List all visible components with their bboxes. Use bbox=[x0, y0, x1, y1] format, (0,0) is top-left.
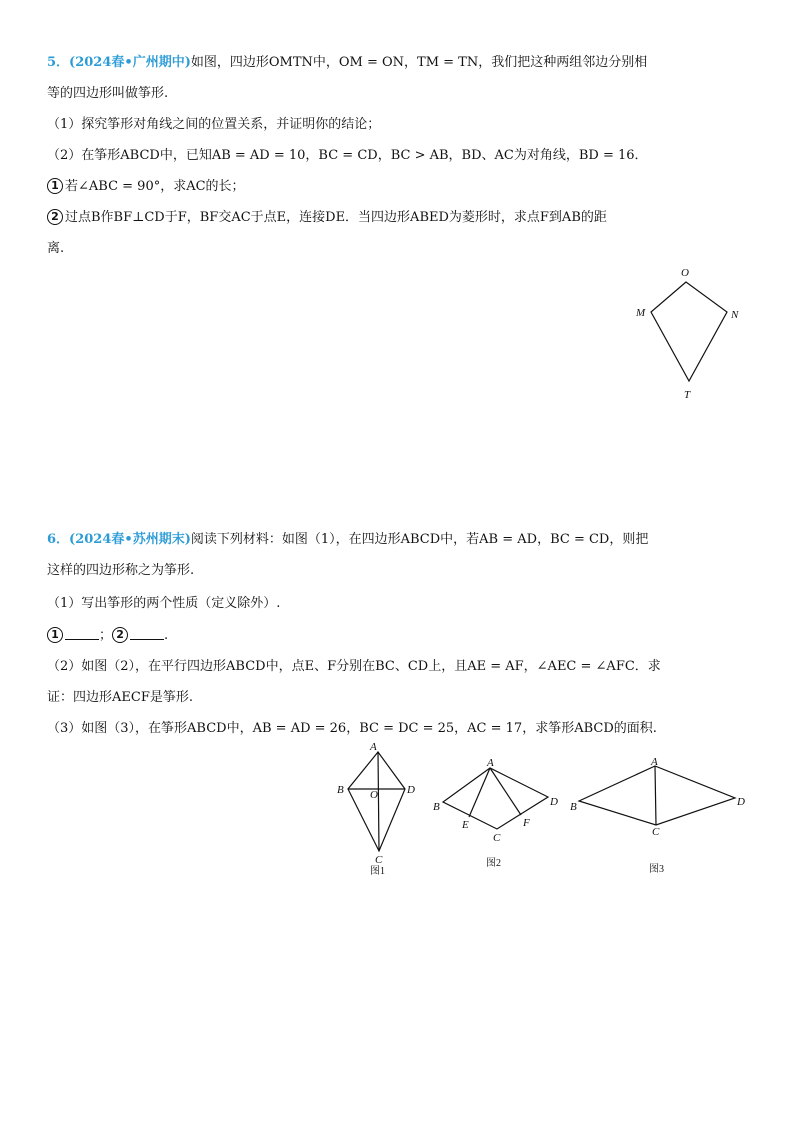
label-n: N bbox=[731, 309, 739, 321]
fig3-label-b: B bbox=[570, 801, 577, 813]
q5-part1: （1）探究筝形对角线之间的位置关系，并证明你的结论； bbox=[47, 117, 381, 132]
kite-fig1 bbox=[348, 752, 405, 851]
fig1-label-b: B bbox=[337, 784, 344, 796]
q6-source: (2024春•苏州期末) bbox=[69, 532, 191, 547]
q6-text-1: 阅读下列材料：如图（1），在四边形ABCD中，若AB = AD，BC = CD，则把 bbox=[190, 532, 649, 547]
segment-af-fig2 bbox=[490, 768, 521, 815]
q6-part2a: （2）如图（2），在平行四边形ABCD中，点E、F分别在BC、CD上，且AE = AF，∠AEC = ∠AFC．求 bbox=[47, 659, 661, 674]
fig2-label-e: E bbox=[462, 819, 469, 831]
fig1-caption: 图1 bbox=[370, 866, 385, 877]
fig1-label-c: C bbox=[375, 854, 383, 866]
q5-line2: 等的四边形叫做筝形. bbox=[47, 86, 169, 101]
kite-fig3 bbox=[579, 766, 735, 825]
fig3-label-a: A bbox=[651, 756, 658, 768]
label-t: T bbox=[684, 389, 691, 401]
kite-omtn bbox=[651, 282, 727, 381]
circled-number-1: 1 bbox=[47, 627, 63, 643]
diagonal-ac-fig1 bbox=[378, 752, 379, 851]
fig2-label-b: B bbox=[433, 801, 440, 813]
q5-source: (2024春•广州期中) bbox=[69, 55, 191, 70]
q5-sub2-text: 过点B作BF⊥CD于F，BF交AC于点E，连接DE．当四边形ABED为菱形时，求点F到AB的距 bbox=[65, 210, 607, 225]
fig2-caption: 图2 bbox=[486, 858, 501, 869]
fig2-label-d: D bbox=[550, 796, 558, 808]
q5-text-1: 如图，四边形OMTN中，OM = ON，TM = TN，我们把这种两组邻边分别相 bbox=[190, 55, 648, 70]
q5-part2: （2）在筝形ABCD中，已知AB = AD = 10，BC = CD，BC > AB，BD、AC为对角线，BD = 16． bbox=[47, 148, 648, 163]
q5-sub2-cont: 离. bbox=[47, 241, 65, 256]
fig3-label-c: C bbox=[652, 826, 660, 838]
q6-number: 6． bbox=[47, 532, 70, 547]
q6-part2b: 证：四边形AECF是筝形. bbox=[47, 690, 193, 705]
circled-number-2: 2 bbox=[47, 209, 63, 225]
diagonal-ac-fig3 bbox=[655, 766, 656, 825]
separator: ； bbox=[99, 628, 113, 643]
fig2-label-f: F bbox=[523, 817, 530, 829]
q6-part3: （3）如图（3），在筝形ABCD中，AB = AD = 26，BC = DC = 25，AC = 17，求筝形ABCD的面积. bbox=[47, 721, 657, 736]
q6-part1: （1）写出筝形的两个性质（定义除外）. bbox=[47, 596, 281, 611]
q6-line2: 这样的四边形称之为筝形. bbox=[47, 563, 195, 578]
end-period: . bbox=[164, 628, 169, 643]
label-m: M bbox=[636, 307, 646, 319]
fig3-caption: 图3 bbox=[649, 864, 664, 875]
fig2-label-c: C bbox=[493, 832, 501, 844]
fig2-label-a: A bbox=[487, 757, 494, 769]
fig3-label-d: D bbox=[737, 796, 745, 808]
fig1-label-a: A bbox=[370, 741, 377, 753]
fig1-label-d: D bbox=[407, 784, 415, 796]
circled-number-1: 1 bbox=[47, 178, 63, 194]
fig1-label-o: O bbox=[370, 789, 378, 801]
q5-number: 5． bbox=[47, 55, 70, 70]
circled-number-2: 2 bbox=[112, 627, 128, 643]
label-o: O bbox=[681, 267, 689, 279]
q5-sub1-text: 若∠ABC = 90°，求AC的长； bbox=[65, 179, 245, 194]
